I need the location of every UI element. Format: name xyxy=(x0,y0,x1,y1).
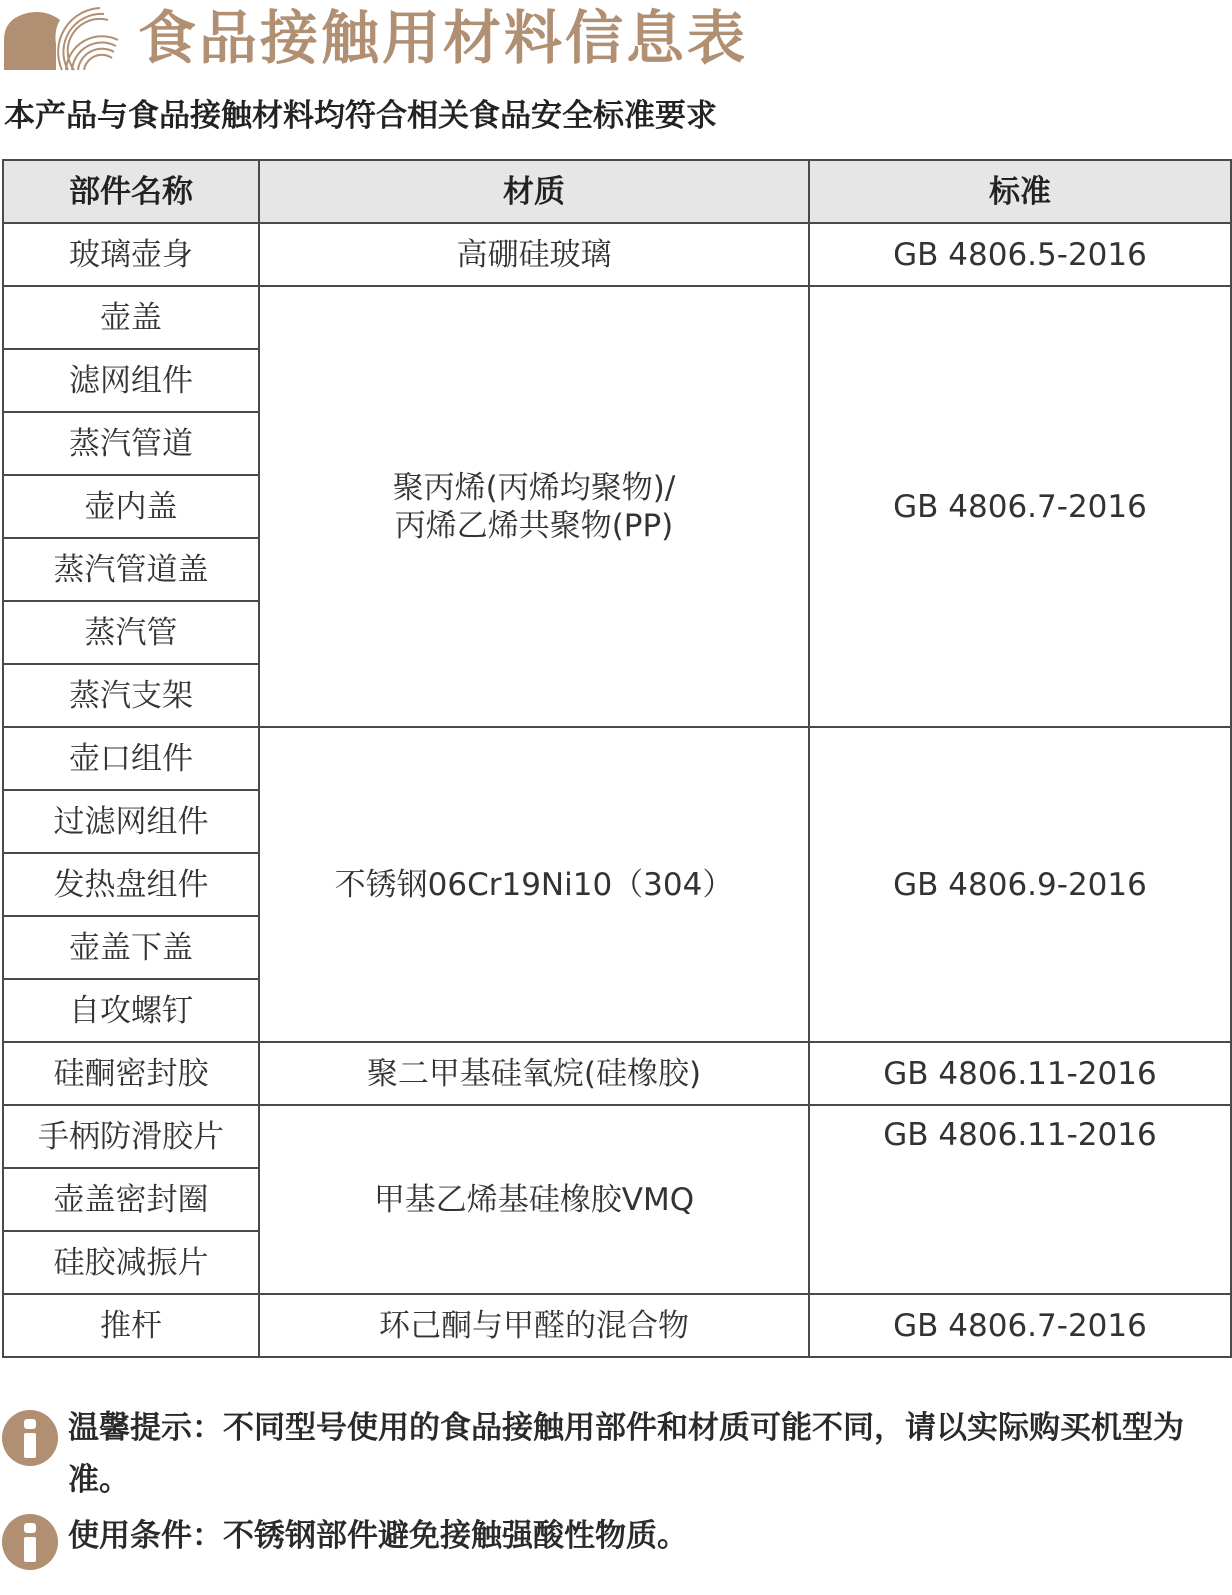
material-line: 高硼硅玻璃 xyxy=(456,236,612,273)
cell-part-name: 壶口组件 xyxy=(3,727,259,790)
material-line: 聚丙烯(丙烯均聚物)/ xyxy=(392,469,676,506)
cell-part-name: 蒸汽支架 xyxy=(3,664,259,727)
rainbow-arc-logo-icon xyxy=(0,0,128,72)
cell-part-name: 蒸汽管道 xyxy=(3,412,259,475)
cell-material xyxy=(259,223,809,286)
page-header xyxy=(0,0,1232,90)
cell-part-name: 过滤网组件 xyxy=(3,790,259,853)
material-line: 丙烯乙烯共聚物(PP) xyxy=(394,507,674,544)
table-row xyxy=(3,223,1231,286)
page-subtitle: 本产品与食品接触材料均符合相关食品安全标准要求 xyxy=(4,98,717,134)
material-line: 甲基乙烯基硅橡胶VMQ xyxy=(373,1181,695,1218)
column-header-part: 部件名称 xyxy=(3,160,259,223)
cell-part-name: 壶盖 xyxy=(3,286,259,349)
materials-table-container xyxy=(2,159,1230,1358)
note-text: 使用条件：不锈钢部件避免接触强酸性物质。 xyxy=(68,1518,688,1554)
cell-standard: GB 4806.11-2016 xyxy=(809,1042,1231,1105)
cell-standard: GB 4806.11-2016 xyxy=(809,1105,1231,1294)
cell-part-name: 蒸汽管 xyxy=(3,601,259,664)
material-line: 环己酮与甲醛的混合物 xyxy=(379,1307,689,1344)
cell-part-name: 手柄防滑胶片 xyxy=(3,1105,259,1168)
table-row xyxy=(3,1105,1231,1168)
cell-part-name: 硅胶减振片 xyxy=(3,1231,259,1294)
info-icon xyxy=(2,1410,58,1466)
table-body xyxy=(3,223,1231,1357)
materials-table xyxy=(2,159,1232,1358)
material-line: 不锈钢06Cr19Ni10（304） xyxy=(334,866,734,903)
column-header-material: 材质 xyxy=(259,160,809,223)
cell-standard: GB 4806.7-2016 xyxy=(809,286,1231,727)
cell-part-name: 玻璃壶身 xyxy=(3,223,259,286)
cell-standard: GB 4806.5-2016 xyxy=(809,223,1231,286)
note-text: 温馨提示：不同型号使用的食品接触用部件和材质可能不同，请以实际购买机型为准。 xyxy=(68,1410,1184,1498)
cell-material xyxy=(259,1294,809,1357)
cell-material xyxy=(259,727,809,1042)
cell-part-name: 发热盘组件 xyxy=(3,853,259,916)
cell-part-name: 滤网组件 xyxy=(3,349,259,412)
table-row xyxy=(3,286,1231,349)
column-header-standard: 标准 xyxy=(809,160,1231,223)
cell-standard: GB 4806.9-2016 xyxy=(809,727,1231,1042)
cell-part-name: 壶盖下盖 xyxy=(3,916,259,979)
cell-part-name: 壶内盖 xyxy=(3,475,259,538)
cell-part-name: 蒸汽管道盖 xyxy=(3,538,259,601)
cell-part-name: 推杆 xyxy=(3,1294,259,1357)
cell-standard: GB 4806.7-2016 xyxy=(809,1294,1231,1357)
table-header-row xyxy=(3,160,1231,223)
cell-part-name: 壶盖密封圈 xyxy=(3,1168,259,1231)
cell-material xyxy=(259,1042,809,1105)
cell-part-name: 自攻螺钉 xyxy=(3,979,259,1042)
material-line: 聚二甲基硅氧烷(硅橡胶) xyxy=(366,1055,702,1092)
table-row xyxy=(3,1294,1231,1357)
cell-part-name: 硅酮密封胶 xyxy=(3,1042,259,1105)
table-row xyxy=(3,1042,1231,1105)
cell-material xyxy=(259,1105,809,1294)
table-row xyxy=(3,727,1231,790)
cell-material xyxy=(259,286,809,727)
info-icon xyxy=(2,1514,58,1570)
page-title: 食品接触用材料信息表 xyxy=(138,4,749,72)
